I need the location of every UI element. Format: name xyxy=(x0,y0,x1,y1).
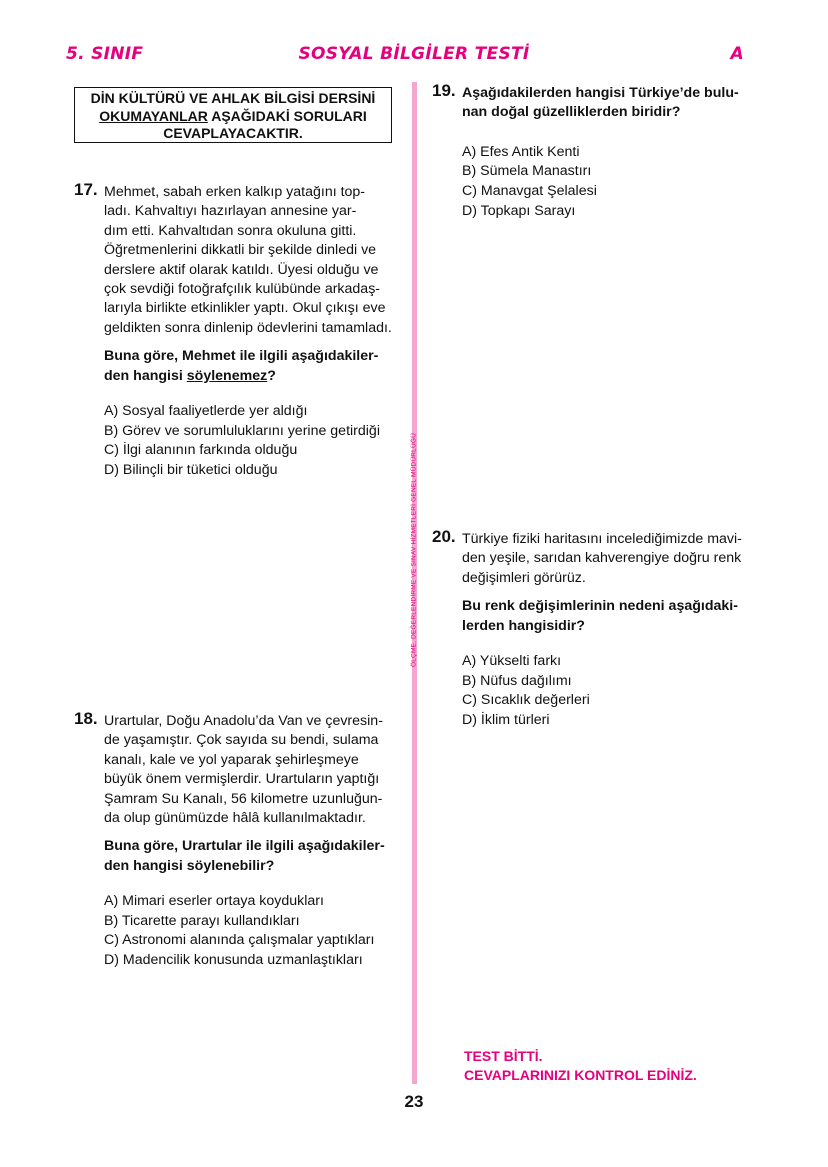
option-c[interactable]: C) Manavgat Şelalesi xyxy=(462,183,597,199)
question-text-line: Şamram Su Kanalı, 56 kilometre uzunluğun- xyxy=(104,790,383,807)
option-c[interactable]: C) İlgi alanının farkında olduğu xyxy=(104,442,298,459)
end-note-line-1: TEST BİTTİ. xyxy=(464,1048,543,1064)
option-a[interactable]: A) Mimari eserler ortaya koydukları xyxy=(104,893,324,910)
question-stem xyxy=(462,84,772,123)
notice-line-3: CEVAPLAYACAKTIR. xyxy=(163,125,303,141)
question-20 xyxy=(432,527,772,730)
question-18 xyxy=(74,709,412,971)
option-b[interactable]: B) Görev ve sorumluluklarını yerine getirdiği xyxy=(104,422,380,439)
question-text-line: derslere aktif olarak katıldı. Üyesi olduğu ve xyxy=(104,261,379,278)
question-text-line: kanalı, kale ve yol yaparak şehirleşmeye xyxy=(104,751,359,768)
question-number: 17. xyxy=(74,180,98,199)
answer-options xyxy=(462,143,772,221)
question-number: 20. xyxy=(432,527,456,546)
question-19 xyxy=(432,81,772,221)
notice-line-2 xyxy=(75,108,391,126)
question-number: 19. xyxy=(432,81,456,100)
stem-line: Bu renk değişimlerinin nedeni aşağıdaki- xyxy=(462,598,738,615)
question-stem xyxy=(104,347,412,386)
option-a[interactable]: A) Sosyal faaliyetlerde yer aldığı xyxy=(104,403,308,420)
page-number: 23 xyxy=(404,1092,424,1111)
option-a[interactable]: A) Yükselti farkı xyxy=(462,653,562,670)
stem-line: den hangisi söylenebilir? xyxy=(104,857,275,874)
stem-line: nan doğal güzelliklerden biridir? xyxy=(462,104,681,121)
stem-line: Buna göre, Urartular ile ilgili aşağıdakiler- xyxy=(104,838,385,855)
notice-box xyxy=(74,87,392,143)
question-text-line: çok sevdiği fotoğrafçılık kulübünde arkadaş- xyxy=(104,281,381,298)
stem-underlined-word: söylenemez xyxy=(186,367,268,384)
question-stem xyxy=(104,837,412,876)
option-c[interactable]: C) Astronomi alanında çalışmalar yaptıkları xyxy=(104,932,375,949)
option-b[interactable]: B) Sümela Manastırı xyxy=(462,163,592,180)
question-text-line: dım etti. Kahvaltıdan sonra okuluna gitti. xyxy=(104,222,357,239)
question-text-line: büyük önem vermişlerdir. Urartuların yaptığı xyxy=(104,771,380,788)
stem-line-end: ? xyxy=(267,367,276,384)
question-text-line: Mehmet, sabah erken kalkıp yatağını top- xyxy=(104,184,366,200)
answer-options xyxy=(104,892,412,970)
option-a[interactable]: A) Efes Antik Kenti xyxy=(462,143,580,160)
option-b[interactable]: B) Ticarette parayı kullandıkları xyxy=(104,912,300,929)
question-text-line: ladı. Kahvaltıyı hazırlayan annesine yar- xyxy=(104,203,357,220)
option-d[interactable]: D) Bilinçli bir tüketici olduğu xyxy=(104,461,278,478)
question-text-line: larıyla birlikte etkinlikler yaptı. Okul çıkışı eve xyxy=(104,300,386,317)
answer-options xyxy=(462,652,772,730)
question-text-line: Öğretmenlerini dikkatli bir şekilde dinledi ve xyxy=(104,242,377,259)
booklet-letter: A xyxy=(730,44,744,64)
question-number: 18. xyxy=(74,709,98,728)
question-text-line: değişimleri görürüz. xyxy=(462,569,586,586)
option-d[interactable]: D) İklim türleri xyxy=(462,711,550,728)
option-d[interactable]: D) Topkapı Sarayı xyxy=(462,202,576,219)
question-text-line: da olup günümüzde hâlâ kullanılmaktadır. xyxy=(104,810,366,827)
question-text-line: den yeşile, sarıdan kahverengiye doğru renk xyxy=(462,550,742,567)
option-c[interactable]: C) Sıcaklık değerleri xyxy=(462,692,590,709)
stem-line: lerden hangisidir? xyxy=(462,617,585,634)
answer-options xyxy=(104,402,412,480)
test-title: SOSYAL BİLGİLER TESTİ xyxy=(298,44,530,64)
vertical-institution-text: ÖLÇME, DEĞERLENDİRME VE SINAV HİZMETLERİ GENEL MÜDÜRLÜĞÜ xyxy=(410,432,418,668)
question-17 xyxy=(74,180,412,480)
question-stem xyxy=(462,597,772,636)
stem-line: Aşağıdakilerden hangisi Türkiye’de bulu- xyxy=(462,85,739,101)
option-d[interactable]: D) Madencilik konusunda uzmanlaştıkları xyxy=(104,952,363,969)
question-text-line: de yaşamıştır. Çok sayıda su bendi, sulama xyxy=(104,732,379,749)
notice-line-1: DİN KÜLTÜRÜ VE AHLAK BİLGİSİ DERSİNİ xyxy=(90,90,376,106)
question-text-line: geldikten sonra dinlenip ödevlerini tamamladı. xyxy=(104,319,392,336)
question-text-line: Türkiye fiziki haritasını incelediğimizde mavi- xyxy=(462,531,742,547)
question-text-line: Urartular, Doğu Anadolu’da Van ve çevresin- xyxy=(104,713,383,729)
stem-line: den hangisi xyxy=(104,367,187,384)
test-end-note xyxy=(464,1047,697,1085)
grade-label: 5. SINIF xyxy=(66,44,144,64)
option-b[interactable]: B) Nüfus dağılımı xyxy=(462,672,572,689)
stem-line: Buna göre, Mehmet ile ilgili aşağıdakiler- xyxy=(104,348,379,365)
notice-line-2-rest: AŞAĞIDAKİ SORULARI xyxy=(207,107,367,124)
notice-underlined-word: OKUMAYANLAR xyxy=(99,107,208,124)
end-note-line-2: CEVAPLARINIZI KONTROL EDİNİZ. xyxy=(464,1067,697,1083)
